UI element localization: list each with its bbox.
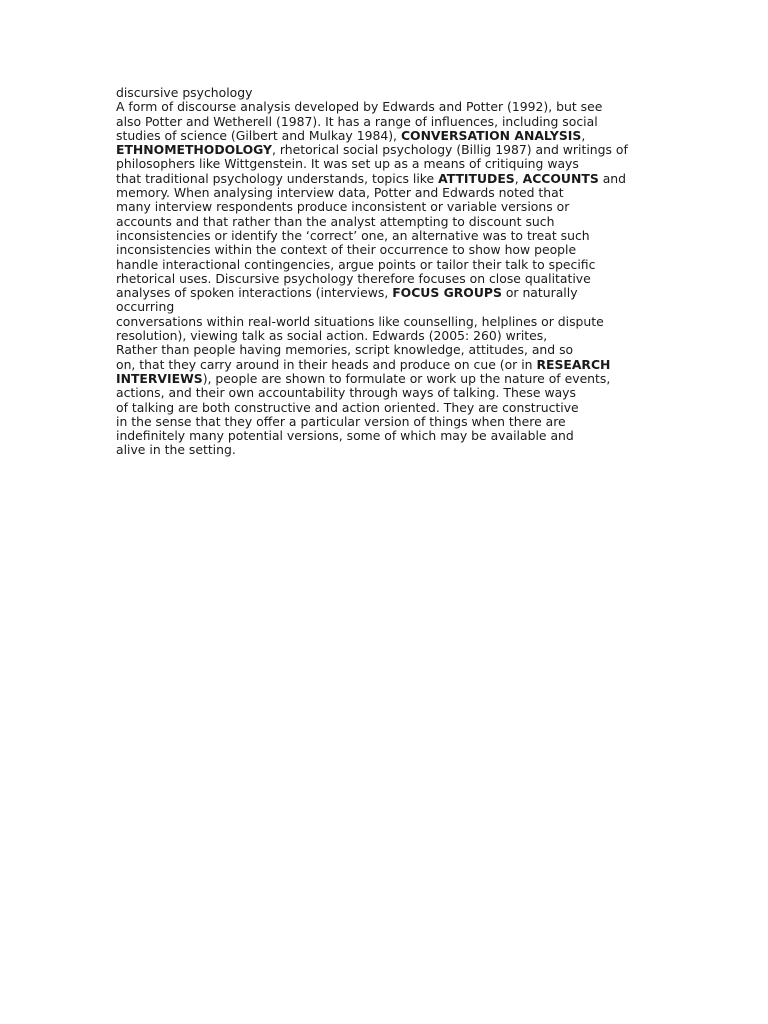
text-line — [116, 100, 676, 114]
bold-term: CONVERSATION ANALYSIS — [400, 127, 582, 143]
text-line — [116, 386, 676, 400]
bold-term: ATTITUDES — [438, 170, 515, 186]
bold-term: ETHNOMETHODOLOGY — [116, 142, 273, 158]
text-line — [116, 286, 676, 300]
text-line — [116, 343, 676, 357]
text-segment: studies of science (Gilbert and Mulkay 1984), — [116, 127, 401, 143]
text-segment: also Potter and Wetherell (1987). It has a range of influences, including social — [116, 113, 598, 129]
text-segment: A form of discourse analysis developed by Edwards and Potter (1992), but see — [116, 99, 603, 115]
text-line — [116, 157, 676, 171]
text-segment: of talking are both constructive and action oriented. They are constructive — [116, 399, 579, 415]
text-segment: resolution), viewing talk as social action. Edwards (2005: 260) writes, — [116, 328, 548, 344]
text-line — [116, 272, 676, 286]
text-line — [116, 443, 676, 457]
text-segment: discursive psychology — [116, 85, 253, 100]
text-segment: and — [598, 170, 626, 186]
text-line — [116, 200, 676, 214]
text-line — [116, 329, 676, 343]
text-segment: analyses of spoken interactions (interviews, — [116, 285, 393, 301]
text-segment: memory. When analysing interview data, Potter and Edwards noted that — [116, 185, 564, 201]
text-segment: conversations within real-world situations like counselling, helplines or dispute — [116, 313, 604, 329]
text-line — [116, 258, 676, 272]
text-line — [116, 358, 676, 372]
bold-term: FOCUS GROUPS — [392, 285, 502, 301]
text-line — [116, 215, 676, 229]
text-segment: alive in the setting. — [116, 442, 236, 458]
text-line — [116, 300, 676, 314]
text-segment: actions, and their own accountability through ways of talking. These ways — [116, 385, 576, 401]
bold-term: ACCOUNTS — [522, 170, 599, 186]
bold-term: RESEARCH — [536, 356, 611, 372]
text-line — [116, 229, 676, 243]
text-segment: on, that they carry around in their heads and produce on cue (or in — [116, 356, 537, 372]
text-segment: inconsistencies within the context of their occurrence to show how people — [116, 242, 577, 258]
document-body — [116, 86, 676, 458]
text-line — [116, 143, 676, 157]
text-line — [116, 429, 676, 443]
text-segment: many interview respondents produce inconsistent or variable versions or — [116, 199, 570, 215]
text-line — [116, 172, 676, 186]
text-segment: inconsistencies or identify the ‘correct’ one, an alternative was to treat such — [116, 227, 590, 243]
text-segment: indefinitely many potential versions, some of which may be available and — [116, 428, 574, 444]
text-segment: that traditional psychology understands, topics like — [116, 170, 439, 186]
text-segment: handle interactional contingencies, argue points or tailor their talk to specific — [116, 256, 596, 272]
text-line — [116, 86, 676, 100]
text-segment: or naturally — [501, 285, 578, 301]
text-segment: ), people are shown to formulate or work up the nature of events, — [202, 370, 611, 386]
bold-term: INTERVIEWS — [116, 370, 203, 386]
text-line — [116, 401, 676, 415]
text-line — [116, 243, 676, 257]
text-line — [116, 115, 676, 129]
text-segment: , — [514, 170, 523, 186]
text-line — [116, 372, 676, 386]
text-segment: accounts and that rather than the analyst attempting to discount such — [116, 213, 555, 229]
text-segment: Rather than people having memories, script knowledge, attitudes, and so — [116, 342, 574, 358]
text-segment: , — [581, 127, 586, 143]
text-line — [116, 415, 676, 429]
text-line — [116, 315, 676, 329]
text-line — [116, 186, 676, 200]
text-segment: , rhetorical social psychology (Billig 1987) and writings of — [272, 142, 628, 158]
text-segment: occurring — [116, 299, 175, 315]
text-line — [116, 129, 676, 143]
text-segment: rhetorical uses. Discursive psychology therefore focuses on close qualitative — [116, 270, 591, 286]
text-segment: philosophers like Wittgenstein. It was set up as a means of critiquing ways — [116, 156, 579, 172]
text-segment: in the sense that they offer a particular version of things when there are — [116, 413, 566, 429]
